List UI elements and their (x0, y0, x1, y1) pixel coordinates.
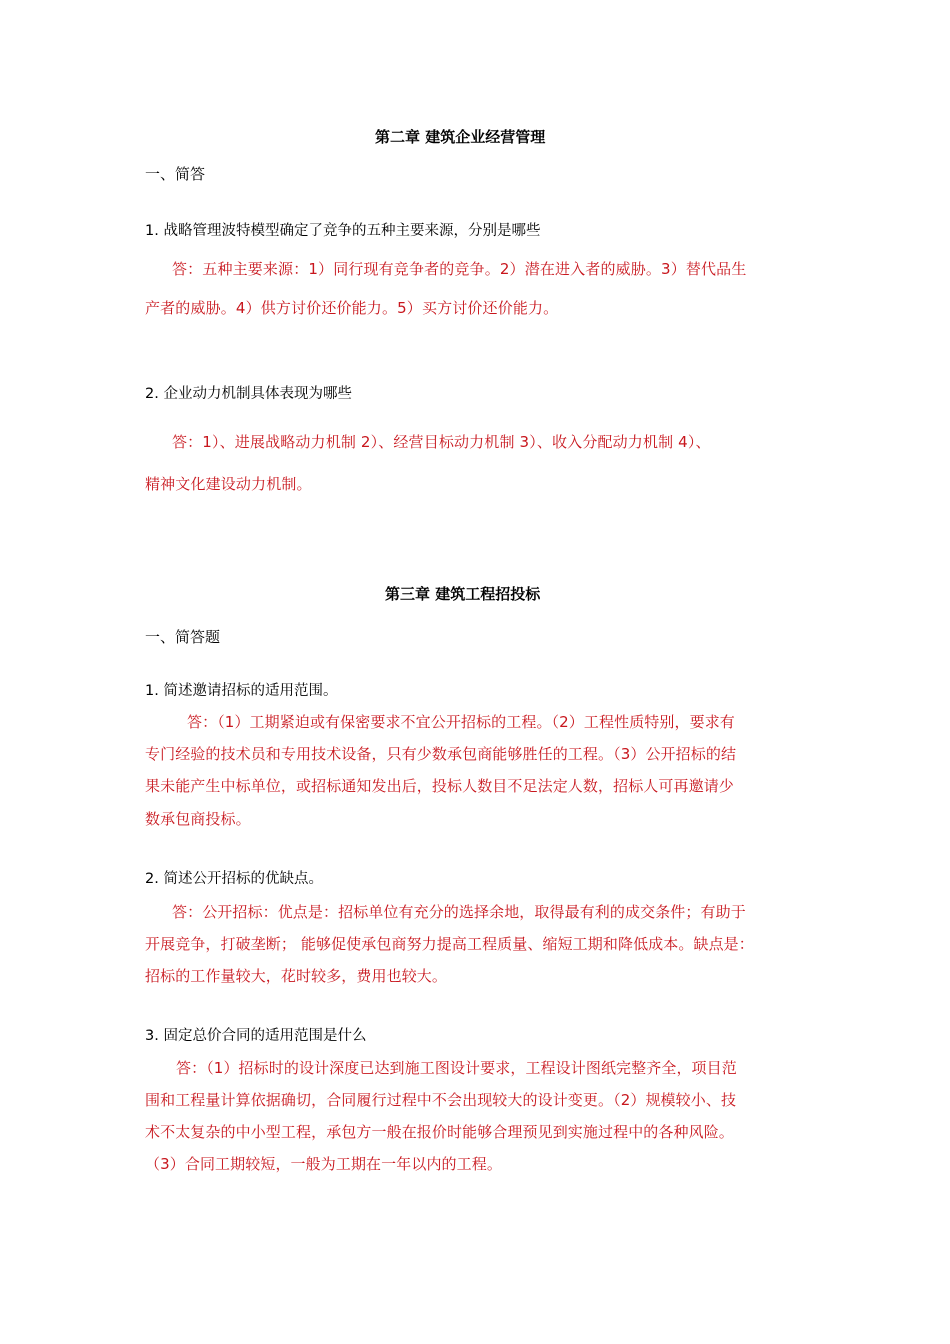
chapter2-q2-question: 2. 企业动力机制具体表现为哪些 (145, 386, 352, 402)
chapter3-q1-answer-line: 专门经验的技术员和专用技术设备，只有少数承包商能够胜任的工程。（3）公开招标的结 (145, 745, 737, 763)
chapter3-q1-answer-line: 答：（1）工期紧迫或有保密要求不宜公开招标的工程。（2）工程性质特别，要求有 (187, 713, 735, 731)
chapter3-q2-answer-line: 答：公开招标：优点是：招标单位有充分的选择余地，取得最有利的成交条件；有助于 (172, 903, 746, 921)
chapter2-q1-answer-line: 答：五种主要来源：1）同行现有竞争者的竞争。2）潜在进入者的威胁。3）替代品生 (172, 260, 747, 278)
chapter2-q2-answer-line: 答：1）、进展战略动力机制 2）、经营目标动力机制 3）、收入分配动力机制 4）、 (172, 433, 711, 451)
chapter3-q2-answer-line: 招标的工作量较大，花时较多，费用也较大。 (145, 967, 448, 985)
chapter3-q3-answer-line: （3）合同工期较短，一般为工期在一年以内的工程。 (145, 1155, 502, 1173)
chapter3-q3-answer-line: 答：（1）招标时的设计深度已达到施工图设计要求，工程设计图纸完整齐全，项目范 (176, 1059, 737, 1077)
chapter3-q1-answer-line: 果未能产生中标单位，或招标通知发出后，投标人数目不足法定人数，招标人可再邀请少 (145, 777, 734, 795)
chapter3-title: 第三章 建筑工程招投标 (385, 585, 541, 603)
chapter3-q1-answer-line: 数承包商投标。 (145, 810, 251, 828)
chapter2-section-heading: 一、简答 (145, 165, 206, 183)
chapter3-q3-answer-line: 围和工程量计算依据确切，合同履行过程中不会出现较大的设计变更。（2）规模较小、技 (145, 1091, 737, 1109)
chapter2-title: 第二章 建筑企业经营管理 (375, 128, 546, 146)
chapter3-section-heading: 一、简答题 (145, 628, 221, 646)
chapter3-q3-answer-line: 术不太复杂的中小型工程，承包方一般在报价时能够合理预见到实施过程中的各种风险。 (145, 1123, 734, 1141)
chapter3-q3-question: 3. 固定总价合同的适用范围是什么 (145, 1028, 367, 1044)
chapter3-q1-question: 1. 简述邀请招标的适用范围。 (145, 683, 338, 699)
chapter2-q1-answer-line: 产者的威胁。4）供方讨价还价能力。5）买方讨价还价能力。 (145, 299, 559, 317)
chapter2-q1-question: 1. 战略管理波特模型确定了竞争的五种主要来源，分别是哪些 (145, 223, 541, 239)
chapter2-q2-answer-line: 精神文化建设动力机制。 (145, 475, 312, 493)
chapter3-q2-question: 2. 简述公开招标的优缺点。 (145, 871, 323, 887)
chapter3-q2-answer-line: 开展竞争，打破垄断； 能够促使承包商努力提高工程质量、缩短工期和降低成本。缺点是： (145, 935, 754, 953)
